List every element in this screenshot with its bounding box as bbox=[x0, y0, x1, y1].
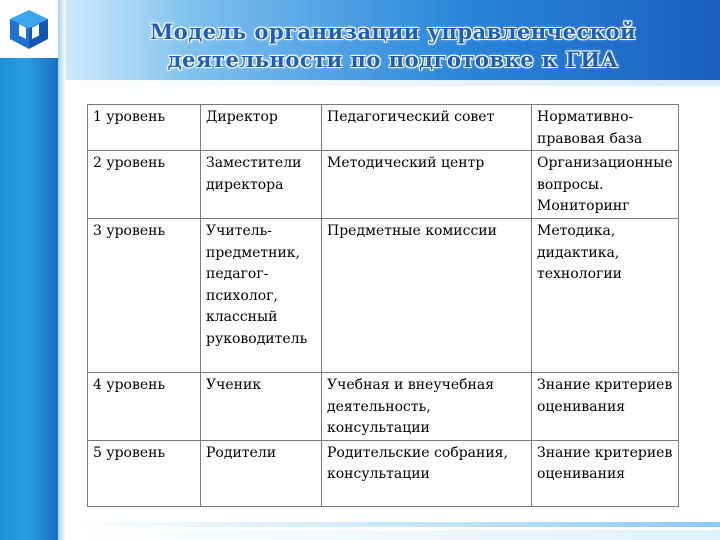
structure-cell: Педагогический совет bbox=[322, 105, 532, 151]
level-cell: 4 уровень bbox=[88, 373, 201, 441]
management-model-table bbox=[87, 104, 679, 507]
level-cell: 5 уровень bbox=[88, 440, 201, 506]
title-line-1: Модель организации управленческой bbox=[149, 19, 637, 44]
structure-cell: Методический центр bbox=[322, 151, 532, 219]
level-cell: 1 уровень bbox=[88, 105, 201, 151]
role-cell: Заместители директора bbox=[201, 151, 322, 219]
header-underline bbox=[66, 80, 720, 86]
role-cell: Ученик bbox=[201, 373, 322, 441]
table-row bbox=[88, 151, 679, 219]
level-cell: 2 уровень bbox=[88, 151, 201, 219]
left-decor-band bbox=[0, 0, 58, 540]
role-cell: Директор bbox=[201, 105, 322, 151]
structure-cell: Предметные комиссии bbox=[322, 219, 532, 373]
content-cell: Знание критериев оценивания bbox=[532, 440, 679, 506]
title-line-2: деятельности по подготовке к ГИА bbox=[167, 47, 619, 72]
table-row bbox=[88, 105, 679, 151]
table-row bbox=[88, 440, 679, 506]
level-cell: 3 уровень bbox=[88, 219, 201, 373]
bottom-decor-stripe bbox=[66, 522, 720, 527]
content-cell: Знание критериев оценивания bbox=[532, 373, 679, 441]
slide-title bbox=[66, 18, 720, 74]
content-cell: Организационные вопросы. Мониторинг bbox=[532, 151, 679, 219]
table-row bbox=[88, 373, 679, 441]
cube-logo-icon bbox=[0, 0, 58, 58]
content-cell: Методика, дидактика, технологии bbox=[532, 219, 679, 373]
bottom-decor-stripe-2 bbox=[66, 530, 720, 540]
left-decor-highlight bbox=[58, 0, 66, 540]
role-cell: Родители bbox=[201, 440, 322, 506]
cube-icon bbox=[6, 6, 52, 52]
content-cell: Нормативно-правовая база bbox=[532, 105, 679, 151]
structure-cell: Родительские собрания, консультации bbox=[322, 440, 532, 506]
structure-cell: Учебная и внеучебная деятельность, консультации bbox=[322, 373, 532, 441]
table-row bbox=[88, 219, 679, 373]
role-cell: Учитель-предметник, педагог-психолог, классный руководитель bbox=[201, 219, 322, 373]
